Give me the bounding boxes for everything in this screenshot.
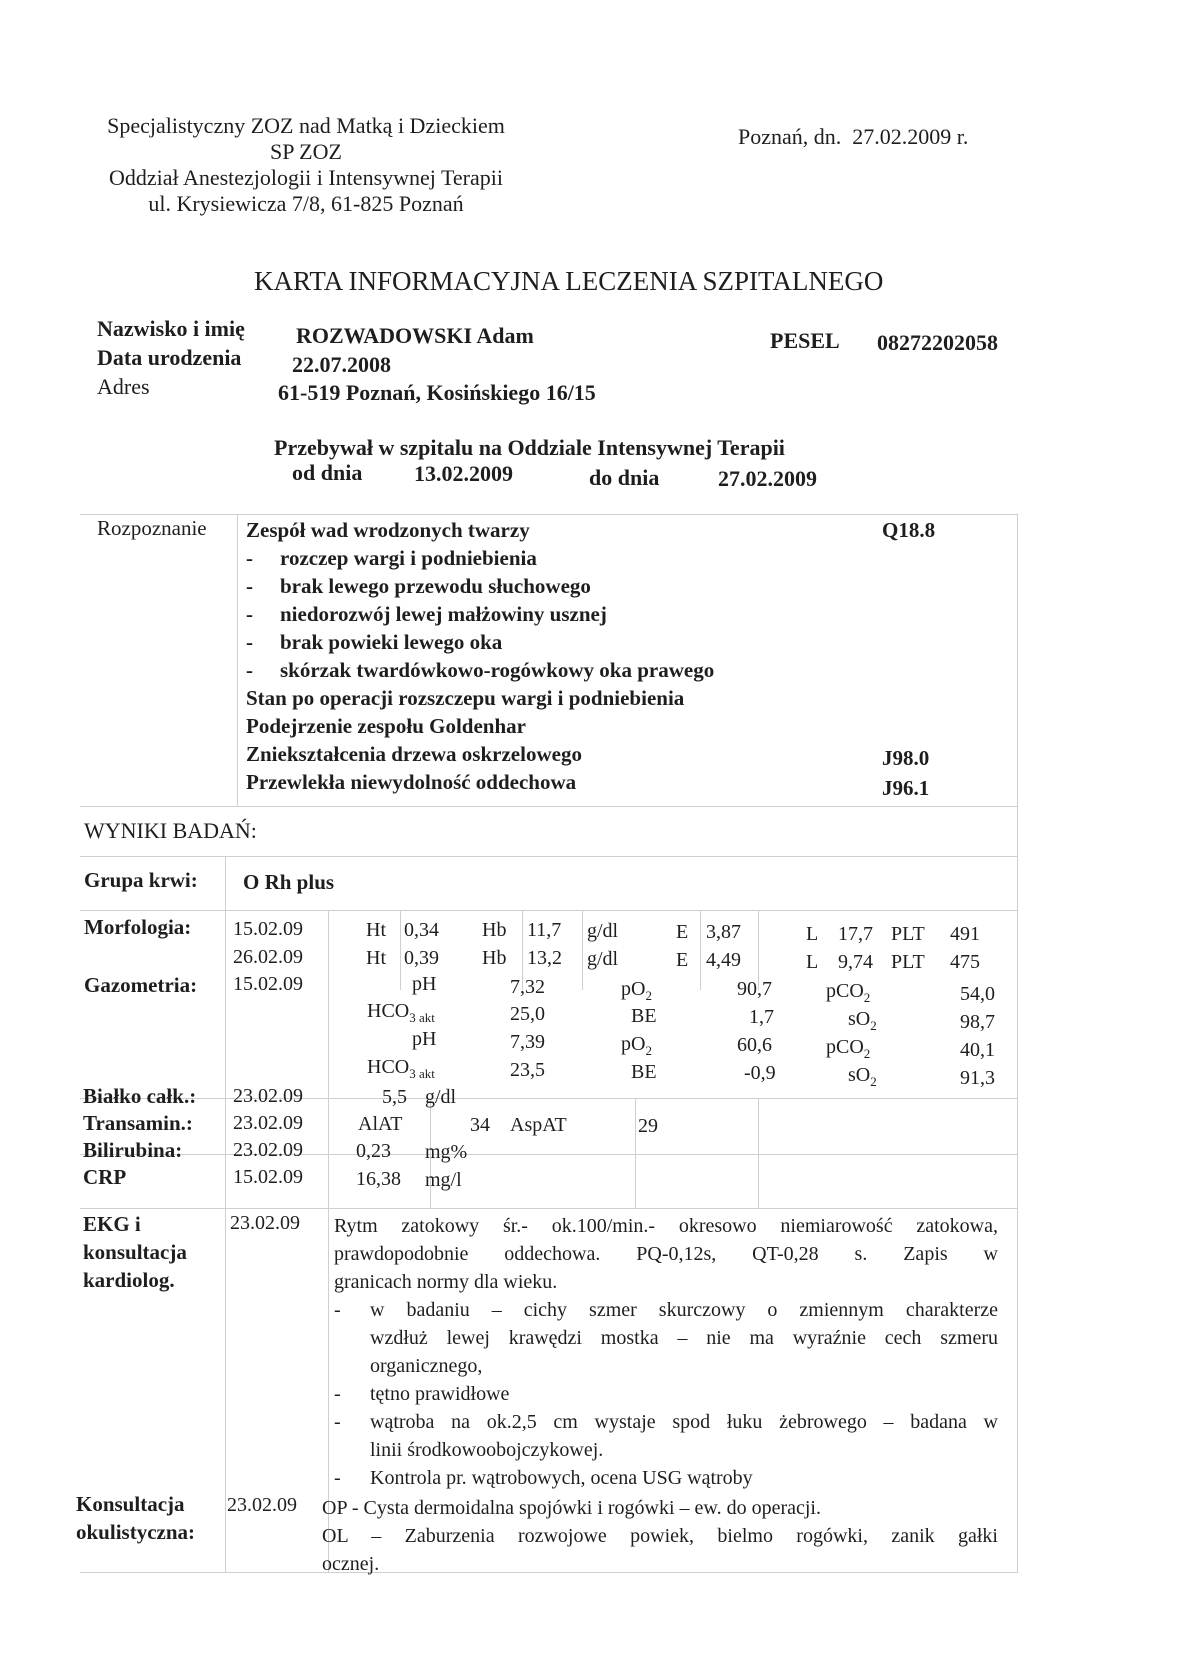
gaso-param-label: BE	[631, 1061, 657, 1083]
diagnosis-code: Q18.8	[882, 518, 936, 542]
diagnosis-item: Podejrzenie zespołu Goldenhar	[246, 714, 526, 738]
e-label: E	[676, 949, 689, 971]
grid-line	[80, 856, 1018, 857]
l-label: L	[806, 951, 819, 973]
dash: -	[334, 1299, 341, 1321]
stay-line: Przebywał w szpitalu na Oddziale Intensywnej Terapii	[274, 435, 785, 460]
paragraph-line	[334, 1408, 998, 1436]
page-title: KARTA INFORMACYJNA LECZENIA SZPITALNEGO	[254, 266, 884, 296]
place-date: Poznań, dn. 27.02.2009 r.	[738, 124, 969, 149]
gaso-label: Gazometria:	[84, 973, 198, 997]
okul-label-line: Konsultacja	[76, 1492, 185, 1516]
dash	[334, 1352, 370, 1380]
e-value: 3,87	[706, 921, 741, 943]
stay-from-label: od dnia	[292, 460, 363, 485]
diagnosis-item: skórzak twardówkowo-rogówkowy oka prawego	[280, 658, 715, 682]
ekg-label	[83, 1210, 187, 1294]
dash: -	[246, 658, 253, 682]
gaso-param-label: pH	[412, 973, 437, 995]
hb-value: 11,7	[527, 919, 562, 941]
paragraph-line	[334, 1436, 998, 1464]
gaso-param-label: $pO_2$	[621, 1033, 652, 1058]
grid-line	[700, 910, 701, 990]
plt-label: PLT	[891, 951, 925, 973]
grid-line	[80, 514, 1018, 515]
l-label: L	[806, 923, 819, 945]
alat-value: 34	[470, 1114, 490, 1136]
alat-label: AlAT	[358, 1113, 403, 1135]
gaso-param-label: $pO_2$	[621, 978, 652, 1003]
blood-group: O Rh plus	[243, 870, 335, 894]
transamin-date: 23.02.09	[233, 1112, 303, 1134]
institution-line: SP ZOZ	[270, 139, 342, 164]
paragraph-text: OL – Zaburzenia rozwojowe powiek, bielmo rogówki, zanik gałki	[322, 1525, 998, 1547]
hb-label: Hb	[482, 947, 507, 969]
e-label: E	[676, 921, 689, 943]
gaso-param-label: pCO$_2$	[826, 1036, 871, 1061]
plt-value: 491	[950, 923, 980, 945]
morph-label: Morfologia:	[84, 915, 192, 939]
ht-label: Ht	[366, 919, 386, 941]
diagnosis-item: brak lewego przewodu słuchowego	[280, 574, 591, 598]
okul-date: 23.02.09	[227, 1494, 297, 1516]
ekg-date: 23.02.09	[230, 1212, 300, 1234]
stay-to: 27.02.2009	[718, 466, 817, 491]
ht-label: Ht	[366, 947, 386, 969]
bili-unit: mg%	[425, 1141, 468, 1163]
name-label: Nazwisko i imię	[97, 316, 245, 341]
gaso-value: 23,5	[510, 1059, 545, 1081]
gaso-value: 7,39	[510, 1031, 545, 1053]
okul-label	[76, 1490, 195, 1546]
gaso-value: 1,7	[749, 1006, 774, 1028]
grid-line	[237, 514, 238, 806]
crp-date: 15.02.09	[233, 1166, 303, 1188]
diagnosis-item: niedorozwój lewej małżowiny usznej	[280, 602, 607, 626]
paragraph-text: OP - Cysta dermoidalna spojówki i rogówki – ew. do operacji.	[322, 1497, 821, 1519]
dash: -	[334, 1383, 341, 1405]
gaso-param-label: $sO_2$	[848, 1008, 877, 1033]
dash	[334, 1436, 370, 1464]
diagnosis-item: Zniekształcenia drzewa oskrzelowego	[246, 742, 582, 766]
grid-line	[80, 910, 1018, 911]
ht-value: 0,39	[404, 947, 439, 969]
diagnosis-item: Stan po operacji rozszczepu wargi i podniebienia	[246, 686, 685, 710]
blood-group-label: Grupa krwi:	[84, 868, 198, 892]
paragraph-line	[322, 1494, 998, 1522]
ekg-label-line: konsultacja	[83, 1240, 187, 1264]
aspat-label: AspAT	[510, 1114, 567, 1136]
grid-line	[400, 910, 401, 990]
aspat-value: 29	[638, 1115, 658, 1137]
gaso-value: 98,7	[960, 1011, 995, 1033]
diagnosis-list	[246, 518, 1016, 798]
gaso-value: 40,1	[960, 1039, 995, 1061]
stay-to-label: do dnia	[589, 465, 660, 490]
paragraph-line	[322, 1550, 998, 1578]
diagnosis-label: Rozpoznanie	[97, 516, 207, 540]
okul-label-line: okulistyczna:	[76, 1520, 196, 1544]
paragraph-line	[334, 1212, 998, 1240]
institution-line: ul. Krysiewicza 7/8, 61-825 Poznań	[148, 191, 464, 216]
institution-block	[96, 113, 516, 217]
ekg-label-line: EKG i	[83, 1212, 141, 1236]
protein-value: 5,5	[382, 1086, 407, 1108]
gaso-param-label: $HCO_{3 akt}$	[367, 1000, 435, 1025]
morph-date: 26.02.09	[233, 946, 303, 968]
ekg-description	[334, 1212, 998, 1492]
institution-line: Oddział Anestezjologii i Intensywnej Terapii	[109, 165, 503, 190]
gaso-value: 91,3	[960, 1067, 995, 1089]
grid-line	[80, 1154, 1018, 1155]
crp-label: CRP	[83, 1165, 127, 1189]
pesel-value: 08272202058	[877, 330, 998, 355]
paragraph-text: organicznego,	[370, 1355, 483, 1377]
paragraph-line	[334, 1464, 998, 1492]
gaso-param-label: $HCO_{3 akt}$	[367, 1056, 435, 1081]
dash: -	[246, 546, 253, 570]
dash: -	[246, 574, 253, 598]
dash: -	[334, 1467, 341, 1489]
grid-line	[225, 856, 226, 1572]
paragraph-text: tętno prawidłowe	[370, 1383, 510, 1405]
diagnosis-code: J98.0	[882, 746, 930, 770]
dob-label: Data urodzenia	[97, 345, 242, 370]
paragraph-text: granicach normy dla wieku.	[334, 1271, 558, 1293]
protein-label: Białko całk.:	[83, 1084, 197, 1108]
gaso-param-label: BE	[631, 1005, 657, 1027]
paragraph-line	[334, 1352, 998, 1380]
diagnosis-item: brak powieki lewego oka	[280, 630, 503, 654]
gaso-param-label: pCO$_2$	[826, 980, 871, 1005]
dob-value: 22.07.2008	[292, 352, 391, 377]
gaso-value: 7,32	[510, 976, 545, 998]
gaso-value: 60,6	[737, 1034, 772, 1056]
gaso-value: -0,9	[744, 1062, 776, 1084]
grid-line	[80, 1208, 1018, 1209]
plt-value: 475	[950, 951, 980, 973]
grid-line	[635, 1098, 636, 1208]
grid-line	[328, 910, 329, 1572]
paragraph-line	[334, 1380, 998, 1408]
protein-date: 23.02.09	[233, 1085, 303, 1107]
crp-value: 16,38	[356, 1168, 401, 1190]
paragraph-line	[334, 1296, 998, 1324]
paragraph-line	[334, 1240, 998, 1268]
paragraph-text: w badaniu – cichy szmer skurczowy o zmiennym charakterze	[370, 1299, 998, 1321]
paragraph-text: Rytm zatokowy śr.- ok.100/min.- okresowo niemiarowość zatokowa,	[334, 1215, 998, 1237]
bili-date: 23.02.09	[233, 1139, 303, 1161]
gaso-value: 54,0	[960, 983, 995, 1005]
protein-unit: g/dl	[425, 1086, 457, 1108]
paragraph-text: wzdłuż lewej krawędzi mostka – nie ma wyraźnie cech szmeru	[370, 1327, 998, 1349]
ht-value: 0,34	[404, 919, 439, 941]
grid-line	[758, 1098, 759, 1208]
grid-line	[1017, 514, 1018, 1572]
gaso-date: 15.02.09	[233, 973, 303, 995]
plt-label: PLT	[891, 923, 925, 945]
paragraph-text: Kontrola pr. wątrobowych, ocena USG wątroby	[370, 1467, 753, 1489]
crp-unit: mg/l	[425, 1169, 462, 1191]
hb-unit: g/dl	[587, 920, 619, 942]
transamin-label: Transamin.:	[83, 1111, 193, 1135]
paragraph-text: prawdopodobnie oddechowa. PQ-0,12s, QT-0,28 s. Zapis w	[334, 1243, 998, 1265]
paragraph-text: wątroba na ok.2,5 cm wystaje spod łuku żebrowego – badana w	[370, 1411, 998, 1433]
dash: -	[246, 602, 253, 626]
hb-label: Hb	[482, 919, 507, 941]
address-label: Adres	[97, 374, 150, 399]
address-value: 61-519 Poznań, Kosińskiego 16/15	[278, 380, 596, 405]
grid-line	[80, 1098, 1018, 1099]
paragraph-text: ocznej.	[322, 1553, 380, 1575]
paragraph-line	[334, 1268, 998, 1296]
gaso-value: 25,0	[510, 1003, 545, 1025]
grid-line	[80, 806, 1018, 807]
okul-description	[322, 1494, 998, 1578]
l-value: 9,74	[838, 951, 873, 973]
diagnosis-item: Przewlekła niewydolność oddechowa	[246, 770, 577, 794]
grid-line	[582, 910, 583, 990]
stay-from: 13.02.2009	[414, 461, 513, 486]
patient-name: ROZWADOWSKI Adam	[296, 323, 534, 348]
diagnosis-code: J96.1	[882, 776, 930, 800]
institution-line: Specjalistyczny ZOZ nad Matką i Dzieckiem	[107, 113, 505, 138]
pesel-label: PESEL	[770, 328, 840, 353]
results-heading: WYNIKI BADAŃ:	[84, 818, 257, 843]
ekg-label-line: kardiolog.	[83, 1268, 175, 1292]
bili-value: 0,23	[356, 1140, 391, 1162]
dash: -	[334, 1411, 341, 1433]
l-value: 17,7	[838, 923, 873, 945]
paragraph-line	[322, 1522, 998, 1550]
diagnosis-item: rozczep wargi i podniebienia	[280, 546, 537, 570]
dash: -	[246, 630, 253, 654]
gaso-value: 90,7	[737, 978, 772, 1000]
paragraph-line	[334, 1324, 998, 1352]
bili-label: Bilirubina:	[83, 1138, 183, 1162]
hb-value: 13,2	[527, 947, 562, 969]
paragraph-text: linii środkowoobojczykowej.	[370, 1439, 604, 1461]
diagnosis-item: Zespół wad wrodzonych twarzy	[246, 518, 530, 542]
hb-unit: g/dl	[587, 948, 619, 970]
e-value: 4,49	[706, 949, 741, 971]
morph-date: 15.02.09	[233, 918, 303, 940]
gaso-param-label: pH	[412, 1028, 437, 1050]
gaso-param-label: $sO_2$	[848, 1064, 877, 1089]
dash	[334, 1324, 370, 1352]
